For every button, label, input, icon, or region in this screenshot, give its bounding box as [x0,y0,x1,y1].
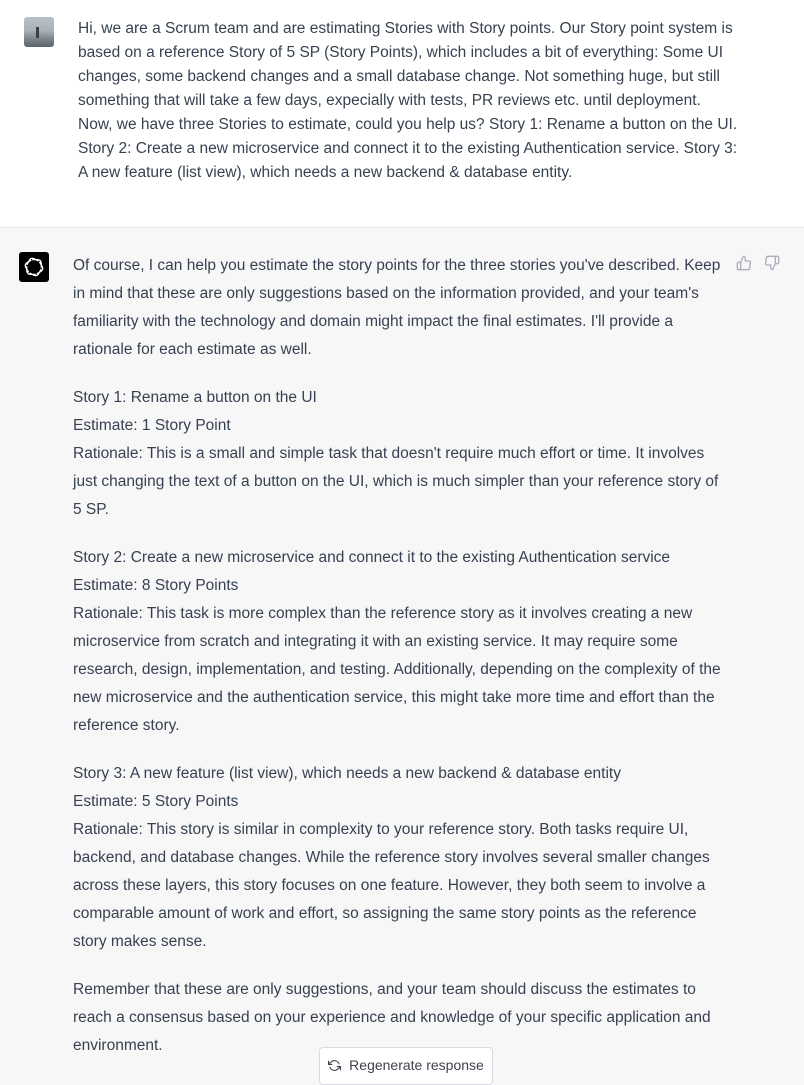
regenerate-label: Regenerate response [349,1057,484,1073]
story-2-rationale: Rationale: This task is more complex than the reference story as it involves creating a new microservice from scratch and integrating it with an existing service. It may require some research, design, implementation, and testing. Additionally, depending on the complexity of the new microservice and the authentication service, this might take more time and effort than the reference story. [73,605,721,734]
assistant-message-text [73,252,731,1080]
feedback-buttons [736,254,780,272]
story-2-estimate: Estimate: 8 Story Points [73,577,239,594]
story-3-block [73,760,731,956]
story-1-rationale: Rationale: This is a small and simple task that doesn't require much effort or time. It involves just changing the text of a button on the UI, which is much simpler than your reference story of 5 SP. [73,445,719,518]
thumbs-up-icon[interactable] [736,254,752,272]
user-message [0,0,804,228]
story-1-estimate: Estimate: 1 Story Point [73,417,231,434]
user-avatar [24,17,54,47]
thumbs-down-icon[interactable] [764,254,780,272]
closing-paragraph: Remember that these are only suggestions, and your team should discuss the estimates to reach a consensus based on your experience and knowledge of your specific application and environment. [73,981,711,1054]
user-message-text: Hi, we are a Scrum team and are estimating Stories with Story points. Our Story point system is based on a reference Story of 5 SP (Story Points), which includes a bit of everything: Some UI changes, some backend changes and a small database change. Not something huge, but still something that will take a few days, expecially with tests, PR reviews etc. until deployment. Now, we have three Stories to estimate, could you help us? Story 1: Rename a button on the UI. Story 2: Create a new microservice and connect it to the existing Authentication service. Story 3: A new feature (list view), which needs a new backend & database entity. [78,20,738,181]
story-1-block [73,384,731,524]
intro-paragraph: Of course, I can help you estimate the story points for the three stories you've described. Keep in mind that these are only suggestions based on the information provided, and your team's familiarity with the technology and domain might impact the final estimates. I'll provide a rationale for each estimate as well. [73,257,721,358]
story-3-estimate: Estimate: 5 Story Points [73,793,239,810]
assistant-message [0,228,804,1075]
story-1-title: Story 1: Rename a button on the UI [73,389,317,406]
openai-logo-icon [19,252,49,282]
refresh-icon [328,1059,341,1072]
story-2-title: Story 2: Create a new microservice and connect it to the existing Authentication service [73,549,671,566]
story-3-rationale: Rationale: This story is similar in complexity to your reference story. Both tasks require UI, backend, and database changes. While the reference story involves several smaller changes across these layers, this story focuses on one feature. However, they both seem to involve a comparable amount of work and effort, so assigning the same story points as the reference story makes sense. [73,821,710,950]
regenerate-response-button[interactable] [319,1047,493,1085]
story-3-title: Story 3: A new feature (list view), which needs a new backend & database entity [73,765,621,782]
story-2-block [73,544,731,740]
